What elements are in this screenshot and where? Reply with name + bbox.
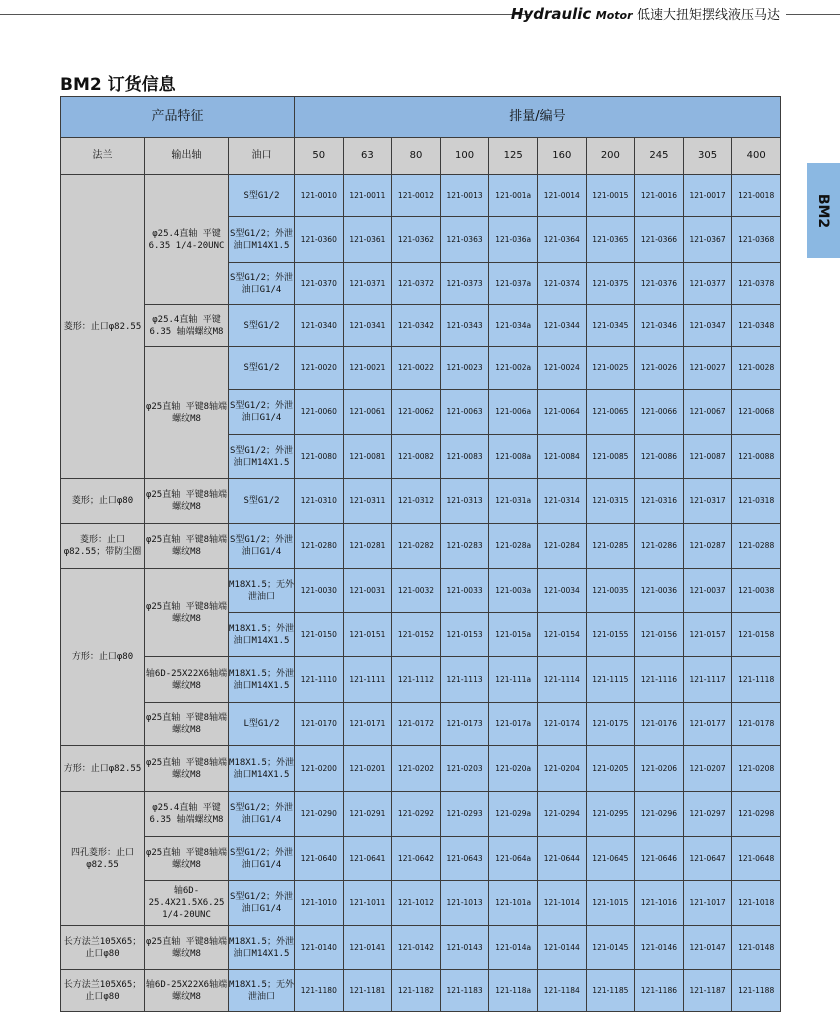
order-code-cell: 121-0175 bbox=[586, 703, 635, 746]
order-code-cell: 121-0644 bbox=[537, 837, 586, 881]
brand-text-2: Motor bbox=[595, 9, 633, 22]
order-code-cell: 121-1017 bbox=[683, 881, 732, 926]
table-row bbox=[61, 657, 781, 703]
order-code-cell: 121-0361 bbox=[343, 217, 392, 263]
order-code-cell: 121-0318 bbox=[732, 479, 781, 524]
port-cell: M18X1.5；外泄油口M14X1.5 bbox=[229, 926, 295, 970]
order-code-cell: 121-0150 bbox=[295, 613, 344, 657]
order-code-cell: 121-0022 bbox=[392, 347, 441, 390]
order-code-cell: 121-0362 bbox=[392, 217, 441, 263]
shaft-cell: φ25直轴 平键8轴端螺纹M8 bbox=[145, 347, 229, 479]
order-code-cell: 121-0378 bbox=[732, 263, 781, 305]
order-code-cell: 121-1011 bbox=[343, 881, 392, 926]
shaft-cell: φ25直轴 平键8轴端螺纹M8 bbox=[145, 703, 229, 746]
col-header-shaft: 输出轴 bbox=[145, 138, 229, 175]
header-rule-right bbox=[786, 14, 840, 15]
order-code-cell: 121-0281 bbox=[343, 524, 392, 569]
order-code-cell: 121-1183 bbox=[440, 970, 489, 1012]
order-code-cell: 121-0155 bbox=[586, 613, 635, 657]
order-code-cell: 121-0366 bbox=[635, 217, 684, 263]
order-code-cell: 121-0294 bbox=[537, 792, 586, 837]
order-code-cell: 121-0177 bbox=[683, 703, 732, 746]
order-code-cell: 121-003a bbox=[489, 569, 538, 613]
displacement-header: 100 bbox=[440, 138, 489, 175]
order-code-cell: 121-0200 bbox=[295, 746, 344, 792]
order-code-cell: 121-0312 bbox=[392, 479, 441, 524]
displacement-header: 400 bbox=[732, 138, 781, 175]
order-code-cell: 121-0203 bbox=[440, 746, 489, 792]
displacement-header: 125 bbox=[489, 138, 538, 175]
port-cell: S型G1/2；外泄油口M14X1.5 bbox=[229, 217, 295, 263]
order-code-cell: 121-0080 bbox=[295, 435, 344, 479]
order-code-cell: 121-0085 bbox=[586, 435, 635, 479]
order-code-cell: 121-0343 bbox=[440, 305, 489, 347]
order-code-cell: 121-034a bbox=[489, 305, 538, 347]
order-code-cell: 121-002a bbox=[489, 347, 538, 390]
order-code-cell: 121-006a bbox=[489, 390, 538, 435]
order-code-cell: 121-029a bbox=[489, 792, 538, 837]
table-row bbox=[61, 703, 781, 746]
order-code-cell: 121-0642 bbox=[392, 837, 441, 881]
order-code-cell: 121-1185 bbox=[586, 970, 635, 1012]
displacement-header: 80 bbox=[392, 138, 441, 175]
shaft-cell: φ25.4直轴 平键6.35 轴端螺纹M8 bbox=[145, 792, 229, 837]
order-code-cell: 121-036a bbox=[489, 217, 538, 263]
port-cell: S型G1/2；外泄油口M14X1.5 bbox=[229, 435, 295, 479]
order-code-cell: 121-0174 bbox=[537, 703, 586, 746]
order-code-cell: 121-0013 bbox=[440, 175, 489, 217]
shaft-cell: φ25直轴 平键8轴端螺纹M8 bbox=[145, 524, 229, 569]
table-row bbox=[61, 970, 781, 1012]
order-code-cell: 121-0287 bbox=[683, 524, 732, 569]
order-code-cell: 121-1112 bbox=[392, 657, 441, 703]
flange-cell: 长方法兰105X65；止口φ80 bbox=[61, 970, 145, 1012]
order-code-cell: 121-064a bbox=[489, 837, 538, 881]
col-header-flange: 法兰 bbox=[61, 138, 145, 175]
order-code-cell: 121-1012 bbox=[392, 881, 441, 926]
order-code-cell: 121-0372 bbox=[392, 263, 441, 305]
port-cell: M18X1.5；无外泄油口 bbox=[229, 970, 295, 1012]
table-row bbox=[61, 569, 781, 613]
order-code-cell: 121-0282 bbox=[392, 524, 441, 569]
page-title: BM2 订货信息 bbox=[60, 75, 176, 95]
order-code-cell: 121-0061 bbox=[343, 390, 392, 435]
order-code-cell: 121-0033 bbox=[440, 569, 489, 613]
order-code-cell: 121-1118 bbox=[732, 657, 781, 703]
order-code-cell: 121-0641 bbox=[343, 837, 392, 881]
order-code-cell: 121-0068 bbox=[732, 390, 781, 435]
order-code-cell: 121-0084 bbox=[537, 435, 586, 479]
order-code-cell: 121-0360 bbox=[295, 217, 344, 263]
ordering-table bbox=[60, 96, 781, 1012]
order-code-cell: 121-020a bbox=[489, 746, 538, 792]
order-code-cell: 121-0158 bbox=[732, 613, 781, 657]
order-code-cell: 121-0313 bbox=[440, 479, 489, 524]
order-code-cell: 121-0146 bbox=[635, 926, 684, 970]
order-code-cell: 121-0368 bbox=[732, 217, 781, 263]
order-code-cell: 121-0201 bbox=[343, 746, 392, 792]
order-code-cell: 121-1184 bbox=[537, 970, 586, 1012]
table-row bbox=[61, 175, 781, 217]
order-code-cell: 121-0141 bbox=[343, 926, 392, 970]
table-row bbox=[61, 479, 781, 524]
table-row bbox=[61, 792, 781, 837]
order-code-cell: 121-0035 bbox=[586, 569, 635, 613]
order-code-cell: 121-0647 bbox=[683, 837, 732, 881]
order-code-cell: 121-0172 bbox=[392, 703, 441, 746]
order-code-cell: 121-1182 bbox=[392, 970, 441, 1012]
port-cell: S型G1/2；外泄油口G1/4 bbox=[229, 837, 295, 881]
order-code-cell: 121-0153 bbox=[440, 613, 489, 657]
order-code-cell: 121-0143 bbox=[440, 926, 489, 970]
order-code-cell: 121-0286 bbox=[635, 524, 684, 569]
order-code-cell: 121-0142 bbox=[392, 926, 441, 970]
order-code-cell: 121-0065 bbox=[586, 390, 635, 435]
port-cell: S型G1/2；外泄油口G1/4 bbox=[229, 263, 295, 305]
order-code-cell: 121-0646 bbox=[635, 837, 684, 881]
order-code-cell: 121-0151 bbox=[343, 613, 392, 657]
order-code-cell: 121-1117 bbox=[683, 657, 732, 703]
header-rule-left bbox=[0, 14, 530, 15]
shaft-cell: 轴6D-25X22X6轴端螺纹M8 bbox=[145, 970, 229, 1012]
order-code-cell: 121-1010 bbox=[295, 881, 344, 926]
order-code-cell: 121-0067 bbox=[683, 390, 732, 435]
port-cell: S型G1/2；外泄油口G1/4 bbox=[229, 881, 295, 926]
order-code-cell: 121-1113 bbox=[440, 657, 489, 703]
order-code-cell: 121-031a bbox=[489, 479, 538, 524]
order-code-cell: 121-1015 bbox=[586, 881, 635, 926]
order-code-cell: 121-0288 bbox=[732, 524, 781, 569]
order-code-cell: 121-0178 bbox=[732, 703, 781, 746]
order-code-cell: 121-0015 bbox=[586, 175, 635, 217]
col-header-port: 油口 bbox=[229, 138, 295, 175]
order-code-cell: 121-008a bbox=[489, 435, 538, 479]
order-code-cell: 121-0038 bbox=[732, 569, 781, 613]
flange-cell: 长方法兰105X65；止口φ80 bbox=[61, 926, 145, 970]
order-code-cell: 121-0316 bbox=[635, 479, 684, 524]
order-code-cell: 121-0082 bbox=[392, 435, 441, 479]
order-code-cell: 121-0171 bbox=[343, 703, 392, 746]
order-code-cell: 121-0645 bbox=[586, 837, 635, 881]
order-code-cell: 121-0154 bbox=[537, 613, 586, 657]
port-cell: S型G1/2 bbox=[229, 305, 295, 347]
port-cell: S型G1/2 bbox=[229, 479, 295, 524]
order-code-cell: 121-0374 bbox=[537, 263, 586, 305]
order-code-cell: 121-0348 bbox=[732, 305, 781, 347]
order-code-cell: 121-0087 bbox=[683, 435, 732, 479]
order-code-cell: 121-0375 bbox=[586, 263, 635, 305]
order-code-cell: 121-1111 bbox=[343, 657, 392, 703]
order-code-cell: 121-0027 bbox=[683, 347, 732, 390]
order-code-cell: 121-0344 bbox=[537, 305, 586, 347]
order-code-cell: 121-0346 bbox=[635, 305, 684, 347]
port-cell: M18X1.5；外泄油口M14X1.5 bbox=[229, 613, 295, 657]
order-code-cell: 121-0280 bbox=[295, 524, 344, 569]
order-code-cell: 121-0345 bbox=[586, 305, 635, 347]
order-code-cell: 121-0086 bbox=[635, 435, 684, 479]
order-code-cell: 121-1110 bbox=[295, 657, 344, 703]
port-cell: S型G1/2 bbox=[229, 175, 295, 217]
order-code-cell: 121-0036 bbox=[635, 569, 684, 613]
order-code-cell: 121-0064 bbox=[537, 390, 586, 435]
table-row bbox=[61, 524, 781, 569]
page-header bbox=[511, 4, 780, 23]
order-code-cell: 121-0148 bbox=[732, 926, 781, 970]
displacement-header: 200 bbox=[586, 138, 635, 175]
port-cell: S型G1/2 bbox=[229, 347, 295, 390]
order-code-cell: 121-1181 bbox=[343, 970, 392, 1012]
order-code-cell: 121-0024 bbox=[537, 347, 586, 390]
order-code-cell: 121-0640 bbox=[295, 837, 344, 881]
order-code-cell: 121-0145 bbox=[586, 926, 635, 970]
order-code-cell: 121-0088 bbox=[732, 435, 781, 479]
order-code-cell: 121-0283 bbox=[440, 524, 489, 569]
order-code-cell: 121-0152 bbox=[392, 613, 441, 657]
shaft-cell: φ25直轴 平键8轴端螺纹M8 bbox=[145, 479, 229, 524]
flange-cell: 菱形：止口φ82.55；带防尘圈 bbox=[61, 524, 145, 569]
order-code-cell: 121-0208 bbox=[732, 746, 781, 792]
order-code-cell: 121-0643 bbox=[440, 837, 489, 881]
order-code-cell: 121-0014 bbox=[537, 175, 586, 217]
order-code-cell: 121-0011 bbox=[343, 175, 392, 217]
displacement-header: 305 bbox=[683, 138, 732, 175]
order-code-cell: 121-0292 bbox=[392, 792, 441, 837]
order-code-cell: 121-0140 bbox=[295, 926, 344, 970]
flange-cell: 方形：止口φ80 bbox=[61, 569, 145, 746]
order-code-cell: 121-0034 bbox=[537, 569, 586, 613]
order-code-cell: 121-0028 bbox=[732, 347, 781, 390]
port-cell: S型G1/2；外泄油口G1/4 bbox=[229, 792, 295, 837]
order-code-cell: 121-0317 bbox=[683, 479, 732, 524]
order-code-cell: 121-1186 bbox=[635, 970, 684, 1012]
order-code-cell: 121-0340 bbox=[295, 305, 344, 347]
order-code-cell: 121-0020 bbox=[295, 347, 344, 390]
order-code-cell: 121-0206 bbox=[635, 746, 684, 792]
table-row bbox=[61, 746, 781, 792]
table-row bbox=[61, 881, 781, 926]
order-code-cell: 121-0376 bbox=[635, 263, 684, 305]
order-code-cell: 121-0018 bbox=[732, 175, 781, 217]
order-code-cell: 121-0342 bbox=[392, 305, 441, 347]
port-cell: L型G1/2 bbox=[229, 703, 295, 746]
order-code-cell: 121-0023 bbox=[440, 347, 489, 390]
order-code-cell: 121-0032 bbox=[392, 569, 441, 613]
order-code-cell: 121-0066 bbox=[635, 390, 684, 435]
order-code-cell: 121-1014 bbox=[537, 881, 586, 926]
port-cell: M18X1.5；外泄油口M14X1.5 bbox=[229, 746, 295, 792]
order-code-cell: 121-0315 bbox=[586, 479, 635, 524]
order-code-cell: 121-014a bbox=[489, 926, 538, 970]
order-code-cell: 121-0298 bbox=[732, 792, 781, 837]
brand-text: Hydraulic bbox=[510, 5, 592, 23]
flange-cell: 菱形：止口φ82.55 bbox=[61, 175, 145, 479]
order-code-cell: 121-0364 bbox=[537, 217, 586, 263]
order-code-cell: 121-0347 bbox=[683, 305, 732, 347]
order-code-cell: 121-1116 bbox=[635, 657, 684, 703]
order-code-cell: 121-0293 bbox=[440, 792, 489, 837]
order-code-cell: 121-0144 bbox=[537, 926, 586, 970]
order-code-cell: 121-111a bbox=[489, 657, 538, 703]
order-code-cell: 121-0016 bbox=[635, 175, 684, 217]
order-code-cell: 121-1180 bbox=[295, 970, 344, 1012]
shaft-cell: φ25直轴 平键8轴端螺纹M8 bbox=[145, 926, 229, 970]
order-code-cell: 121-0062 bbox=[392, 390, 441, 435]
order-code-cell: 121-0367 bbox=[683, 217, 732, 263]
order-code-cell: 121-0370 bbox=[295, 263, 344, 305]
order-code-cell: 121-0371 bbox=[343, 263, 392, 305]
order-code-cell: 121-0290 bbox=[295, 792, 344, 837]
order-code-cell: 121-0296 bbox=[635, 792, 684, 837]
order-code-cell: 121-001a bbox=[489, 175, 538, 217]
order-code-cell: 121-0173 bbox=[440, 703, 489, 746]
flange-cell: 四孔菱形：止口φ82.55 bbox=[61, 792, 145, 926]
order-code-cell: 121-017a bbox=[489, 703, 538, 746]
order-code-cell: 121-0204 bbox=[537, 746, 586, 792]
order-code-cell: 121-0063 bbox=[440, 390, 489, 435]
group-header-displacement: 排量/编号 bbox=[295, 97, 781, 138]
flange-cell: 方形：止口φ82.55 bbox=[61, 746, 145, 792]
order-code-cell: 121-0311 bbox=[343, 479, 392, 524]
order-code-cell: 121-0297 bbox=[683, 792, 732, 837]
order-code-cell: 121-0205 bbox=[586, 746, 635, 792]
shaft-cell: φ25直轴 平键8轴端螺纹M8 bbox=[145, 746, 229, 792]
order-code-cell: 121-0648 bbox=[732, 837, 781, 881]
order-code-cell: 121-0017 bbox=[683, 175, 732, 217]
header-subtitle: 低速大扭矩摆线液压马达 bbox=[636, 8, 780, 23]
order-code-cell: 121-1016 bbox=[635, 881, 684, 926]
order-code-cell: 121-0083 bbox=[440, 435, 489, 479]
order-code-cell: 121-0157 bbox=[683, 613, 732, 657]
table-row bbox=[61, 347, 781, 390]
order-code-cell: 121-0060 bbox=[295, 390, 344, 435]
order-code-cell: 121-0025 bbox=[586, 347, 635, 390]
order-code-cell: 121-0363 bbox=[440, 217, 489, 263]
shaft-cell: 轴6D-25X22X6轴端螺纹M8 bbox=[145, 657, 229, 703]
order-code-cell: 121-118a bbox=[489, 970, 538, 1012]
order-code-cell: 121-0031 bbox=[343, 569, 392, 613]
order-code-cell: 121-0081 bbox=[343, 435, 392, 479]
side-tab-label: BM2 bbox=[815, 193, 832, 228]
displacement-header: 50 bbox=[295, 138, 344, 175]
table-row bbox=[61, 926, 781, 970]
displacement-header: 245 bbox=[635, 138, 684, 175]
order-code-cell: 121-1018 bbox=[732, 881, 781, 926]
order-code-cell: 121-0314 bbox=[537, 479, 586, 524]
order-code-cell: 121-1114 bbox=[537, 657, 586, 703]
order-code-cell: 121-015a bbox=[489, 613, 538, 657]
order-code-cell: 121-0373 bbox=[440, 263, 489, 305]
order-code-cell: 121-0207 bbox=[683, 746, 732, 792]
order-code-cell: 121-0284 bbox=[537, 524, 586, 569]
order-code-cell: 121-0285 bbox=[586, 524, 635, 569]
shaft-cell: φ25.4直轴 平键6.35 轴端螺纹M8 bbox=[145, 305, 229, 347]
order-code-cell: 121-0021 bbox=[343, 347, 392, 390]
order-code-cell: 121-0010 bbox=[295, 175, 344, 217]
order-code-cell: 121-0377 bbox=[683, 263, 732, 305]
order-code-cell: 121-0202 bbox=[392, 746, 441, 792]
order-code-cell: 121-0156 bbox=[635, 613, 684, 657]
order-code-cell: 121-0176 bbox=[635, 703, 684, 746]
shaft-cell: 轴6D-25.4X21.5X6.25 1/4-20UNC bbox=[145, 881, 229, 926]
displacement-header: 160 bbox=[537, 138, 586, 175]
port-cell: M18X1.5；无外泄油口 bbox=[229, 569, 295, 613]
order-code-cell: 121-0291 bbox=[343, 792, 392, 837]
order-code-cell: 121-101a bbox=[489, 881, 538, 926]
order-code-cell: 121-0341 bbox=[343, 305, 392, 347]
shaft-cell: φ25.4直轴 平键6.35 1/4-20UNC bbox=[145, 175, 229, 305]
order-code-cell: 121-0012 bbox=[392, 175, 441, 217]
order-code-cell: 121-0170 bbox=[295, 703, 344, 746]
order-code-cell: 121-0310 bbox=[295, 479, 344, 524]
order-code-cell: 121-028a bbox=[489, 524, 538, 569]
order-code-cell: 121-0295 bbox=[586, 792, 635, 837]
port-cell: S型G1/2；外泄油口G1/4 bbox=[229, 524, 295, 569]
shaft-cell: φ25直轴 平键8轴端螺纹M8 bbox=[145, 837, 229, 881]
order-code-cell: 121-1187 bbox=[683, 970, 732, 1012]
order-code-cell: 121-1188 bbox=[732, 970, 781, 1012]
port-cell: M18X1.5；外泄油口M14X1.5 bbox=[229, 657, 295, 703]
order-code-cell: 121-0030 bbox=[295, 569, 344, 613]
displacement-header: 63 bbox=[343, 138, 392, 175]
port-cell: S型G1/2；外泄油口G1/4 bbox=[229, 390, 295, 435]
order-code-cell: 121-0026 bbox=[635, 347, 684, 390]
order-code-cell: 121-0147 bbox=[683, 926, 732, 970]
group-header-features: 产品特征 bbox=[61, 97, 295, 138]
flange-cell: 菱形；止口φ80 bbox=[61, 479, 145, 524]
order-code-cell: 121-0365 bbox=[586, 217, 635, 263]
order-code-cell: 121-1115 bbox=[586, 657, 635, 703]
order-code-cell: 121-1013 bbox=[440, 881, 489, 926]
shaft-cell: φ25直轴 平键8轴端螺纹M8 bbox=[145, 569, 229, 657]
table-row bbox=[61, 837, 781, 881]
table-row bbox=[61, 305, 781, 347]
order-code-cell: 121-037a bbox=[489, 263, 538, 305]
side-tab bbox=[807, 163, 840, 258]
order-code-cell: 121-0037 bbox=[683, 569, 732, 613]
